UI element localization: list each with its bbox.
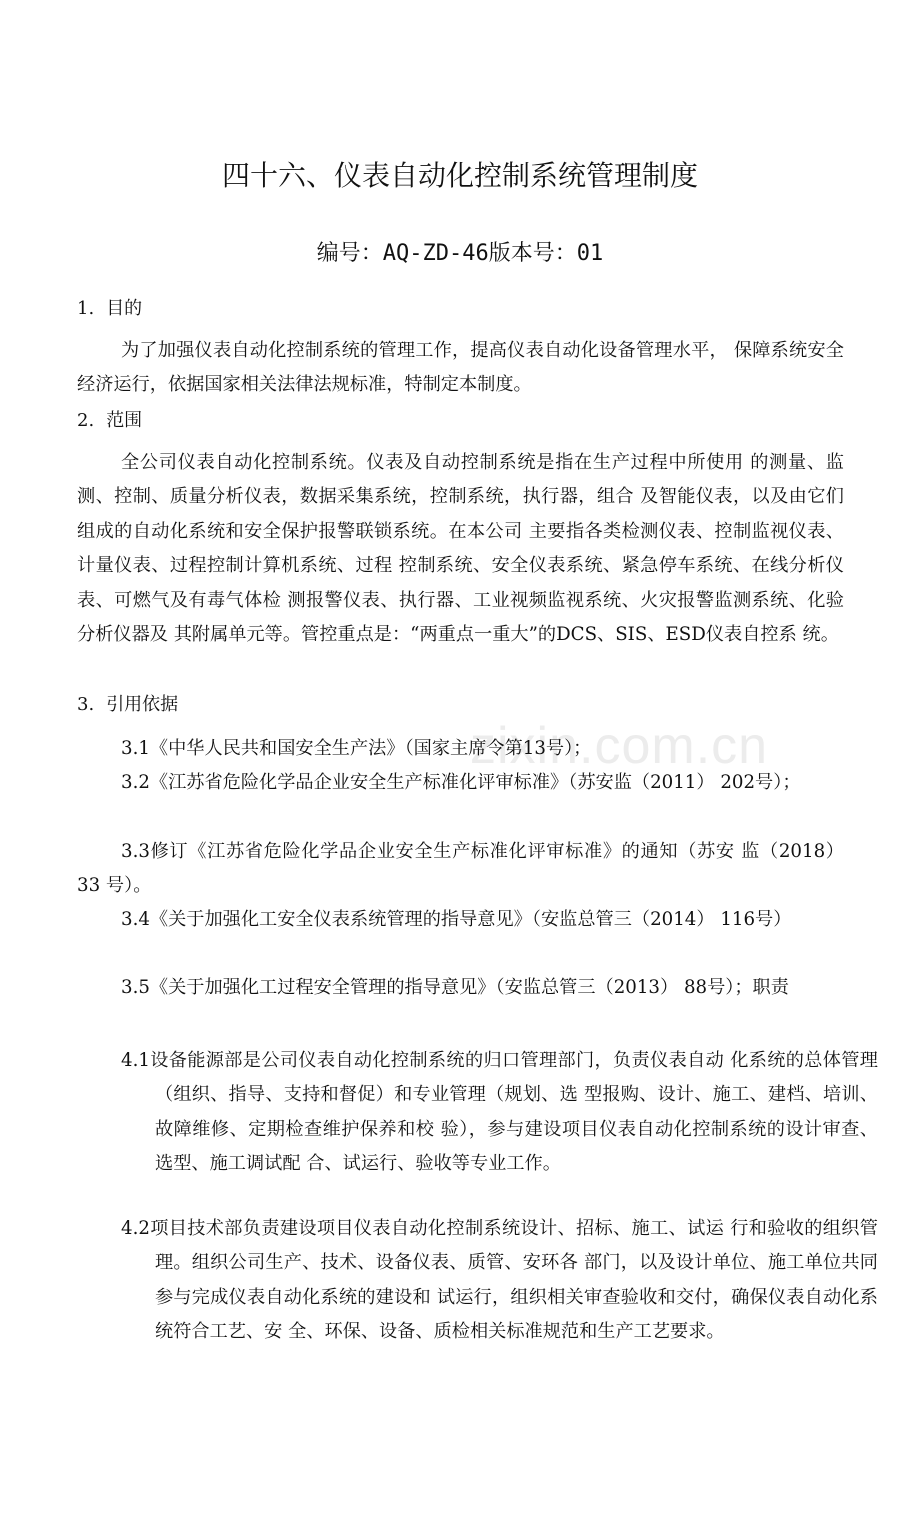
section-title: 目的 [106,298,143,319]
reference-item: 3.2《江苏省危险化学品企业安全生产标准化评审标准》（苏安监（2011） 202号）； [121,772,801,793]
section-number: 1. [77,298,95,319]
reference-item: 3.1《中华人民共和国安全生产法》（国家主席令第13号）； [121,738,592,759]
document-title: 四十六、仪表自动化控制系统管理制度 [221,159,698,192]
section-number: 2. [77,410,95,431]
section-heading-scope [77,404,142,438]
section-heading-purpose [77,292,142,326]
watermark-text: zixin.com.cn [470,717,769,775]
reference-item: 3.4《关于加强化工安全仪表系统管理的指导意见》（安监总管三（2014） 116号） [121,909,792,930]
duty-item: 4.2项目技术部负责建设项目仪表自动化控制系统设计、招标、施工、试运 行和验收的组织管理。组织公司生产、技术、设备仪表、质管、安环各 部门，以及设计单位、施工单位共同参与完成仪表自动化系统的建设和 试运行，组织相关审查验收和交付，确保仪表自动化系统符合工艺、安 全、环保、设备、质检相关标准规范和生产工艺要求。 [121,1218,878,1343]
reference-item: 3.3修订《江苏省危险化学品企业安全生产标准化评审标准》的通知（苏安 监（2018） 33 号）。 [77,841,844,897]
section-title: 引用依据 [106,694,179,715]
doc-number-label: 编号： [316,241,383,266]
document-number-line [0,236,920,272]
purpose-paragraph: 为了加强仪表自动化控制系统的管理工作，提高仪表自动化设备管理水平， 保障系统安全经济运行，依据国家相关法律法规标准，特制定本制度。 [77,340,844,396]
doc-number-value: AQ-ZD-46 [382,241,489,266]
scope-paragraph: 全公司仪表自动化控制系统。仪表及自动控制系统是指在生产过程中所使用 的测量、监测、控制、质量分析仪表，数据采集系统，控制系统，执行器，组合 及智能仪表，以及由它们组成的自动化系统和安全保护报警联锁系统。在本公司 主要指各类检测仪表、控制监视仪表、计量仪表、过程控制计算机系统、过程 控制系统、安全仪表系统、紧急停车系统、在线分析仪表、可燃气及有毒气体检 测报警仪表、执行器、工业视频监视系统、火灾报警监测系统、化验分析仪器及 其附属单元等。管控重点是：“两重点一重大”的DCS、SIS、ESD仪表自控系 统。 [77,452,844,646]
version-label: 版本号： [488,241,577,266]
version-value: 01 [576,241,604,266]
duty-item: 4.1设备能源部是公司仪表自动化控制系统的归口管理部门，负责仪表自动 化系统的总体管理（组织、指导、支持和督促）和专业管理（规划、选 型报购、设计、施工、建档、培训、故障维修、定期检查维护保养和校 验），参与建设项目仪表自动化控制系统的设计审查、选型、施工调试配 合、试运行、验收等专业工作。 [121,1050,878,1175]
section-heading-references [77,688,178,722]
section-number: 3. [77,694,95,715]
reference-item: 3.5《关于加强化工过程安全管理的指导意见》（安监总管三（2013） 88号）；职责 [121,977,789,998]
section-title: 范围 [106,410,143,431]
